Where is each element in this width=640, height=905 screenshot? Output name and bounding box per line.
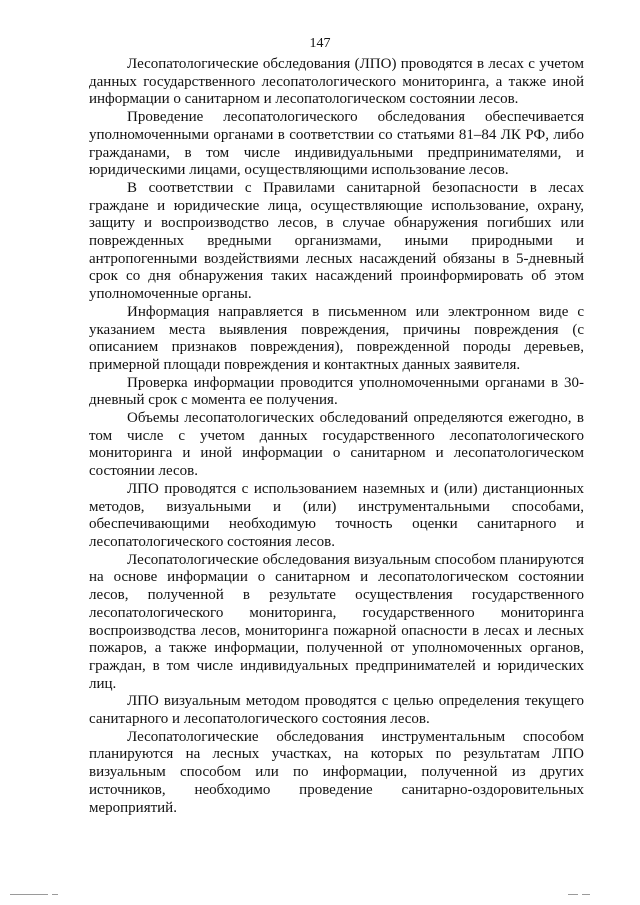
paragraph-verification-term: Проверка информации проводится уполномоченными органами в 30-дневный срок с момента ее получения. [89, 374, 584, 409]
paragraph-instrumental-planning: Лесопатологические обследования инструментальным способом планируются на лесных участках, на которых по результатам ЛПО визуальным способом или по информации, полученной из других источников, необходимо проведение санитарно-оздоровительных мероприятий. [89, 728, 584, 816]
document-body [89, 56, 584, 817]
paragraph-methods: ЛПО проводятся с использованием наземных и (или) дистанционных методов, визуальными и (или) инструментальными способами, обеспечивающими необходимую точность оценки санитарного и лесопатологического состояния лесов. [89, 480, 584, 550]
footer-rule-left-short [52, 894, 58, 895]
footer-rule-left [10, 894, 48, 895]
paragraph-visual-planning: Лесопатологические обследования визуальным способом планируются на основе информации о санитарном и лесопатологическом состоянии лесов, полученной в результате осуществления государственного лесопатологического мониторинга, государственного мониторинга воспроизводства лесов, мониторинга пожарной опасности в лесах и лесных пожаров, а также информации, полученной от уполномоченных органов, граждан, в том числе индивидуальных предпринимателей и юридических лиц. [89, 551, 584, 692]
page-number: 147 [309, 36, 331, 51]
paragraph-visual-purpose: ЛПО визуальным методом проводятся с целью определения текущего санитарного и лесопатологического состояния лесов. [89, 693, 584, 728]
paragraph-information-form: Информация направляется в письменном или электронном виде с указанием места выявления повреждения, причины повреждения (с описанием признаков повреждения), поврежденной породы деревьев, примерной площади повреждения и контактных данных заявителя. [89, 303, 584, 373]
paragraph-annual-volumes: Объемы лесопатологических обследований определяются ежегодно, в том числе с учетом данных государственного лесопатологического мониторинга и иной информации о санитарном и лесопатологическом состоянии лесов. [89, 410, 584, 480]
footer-rule-right [568, 894, 578, 895]
paragraph-sanitary-rules: В соответствии с Правилами санитарной безопасности в лесах граждане и юридические лица, осуществляющие использование, охрану, защиту и воспроизводство лесов, в случае обнаружения погибших или поврежденных вредными организмами, иными природными и антропогенными воздействиями лесных насаждений обязаны в 5-дневный срок со дня обнаружения таких насаждений проинформировать об этом уполномоченные органы. [89, 179, 584, 303]
paragraph-lpo-responsibility: Проведение лесопатологического обследования обеспечивается уполномоченными органами в соответствии со статьями 81–84 ЛК РФ, либо гражданами, в том числе индивидуальными предпринимателями, и юридическими лицами, осуществляющими использование лесов. [89, 109, 584, 179]
paragraph-lpo-definition: Лесопатологические обследования (ЛПО) проводятся в лесах с учетом данных государственного лесопатологического мониторинга, а также иной информации о санитарном и лесопатологическом состоянии лесов. [89, 56, 584, 108]
footer-rule-right-secondary [582, 894, 590, 895]
